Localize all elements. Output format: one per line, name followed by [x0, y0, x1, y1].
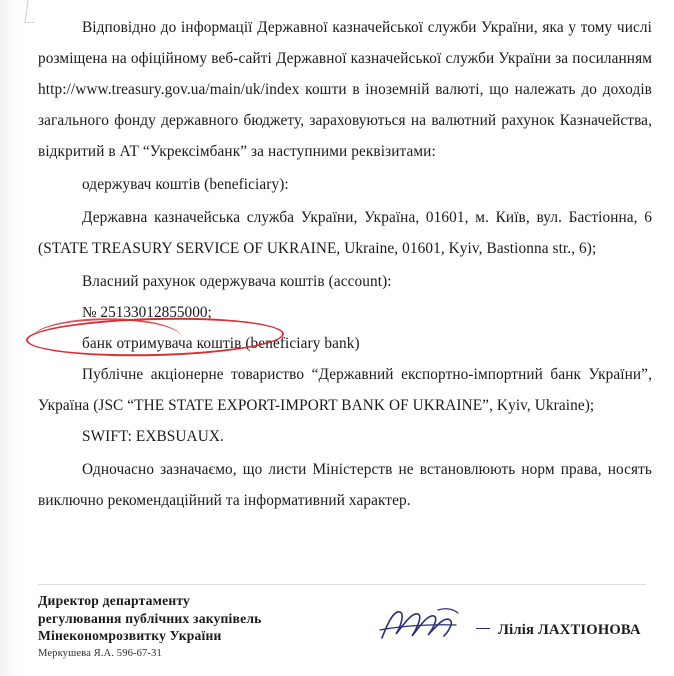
signature-divider — [38, 584, 646, 585]
paragraph-beneficiary-bank-heading: банк отримувача коштів (beneficiary bank) — [82, 335, 360, 352]
signatory-title-line-1: Директор департаменту — [38, 593, 191, 608]
document-body — [38, 12, 652, 516]
signatory-title-line-3: Мінекономрозвитку України — [38, 628, 222, 643]
signature-dash — [476, 628, 490, 629]
typist-reference-note: Меркушева Я.А. 596-67-31 — [38, 648, 162, 659]
account-number-line: № 25133012855000; — [82, 304, 212, 321]
signatory-name: Лілія ЛАХТІОНОВА — [498, 622, 641, 638]
paragraph-beneficiary-address: Державна казначейська служба України, Україна, 01601, м. Київ, вул. Бастіонна, 6 (STATE TREASURY SERVICE OF UKRAINE, Ukraine, 01601, Kyiv, Bastionna str., 6); — [38, 209, 652, 257]
scan-corner-mark — [24, 0, 37, 23]
paragraph-bank-name: Публічне акціонерне товариство “Державний експортно-імпортний банк України”, Україна (JSC “THE STATE EXPORT-IMPORT BANK OF UKRAINE”, Kyiv, Ukraine); — [38, 366, 652, 414]
paragraph-swift: SWIFT: EXBSUAUX. — [82, 428, 224, 445]
signatory-title-line-2: регулювання публічних закупівель — [38, 610, 262, 626]
paragraph-treasury-info: Відповідно до інформації Державної казначейської служби України, яка у тому числі розміщена на офіційному веб-сайті Державної казначейської служби України за посиланням http://www.treasury.gov.ua/main/uk/index кошти в іноземній валюті, що належать до доходів загального фонду державного бюджету, зараховуються на валютний рахунок Казначейства, відкритий в АТ “Укрексімбанк” за наступними реквізитами: — [38, 19, 652, 160]
signatory-title-block — [38, 592, 298, 645]
handwritten-signature — [378, 604, 486, 644]
paragraph-beneficiary-heading: одержувач коштів (beneficiary): — [82, 176, 289, 193]
paragraph-account-heading: Власний рахунок одержувача коштів (account): — [82, 273, 392, 290]
paragraph-disclaimer: Одночасно зазначаємо, що листи Міністерств не встановлюють норм права, носять виключно рекомендаційний та інформативний характер. — [38, 461, 652, 509]
